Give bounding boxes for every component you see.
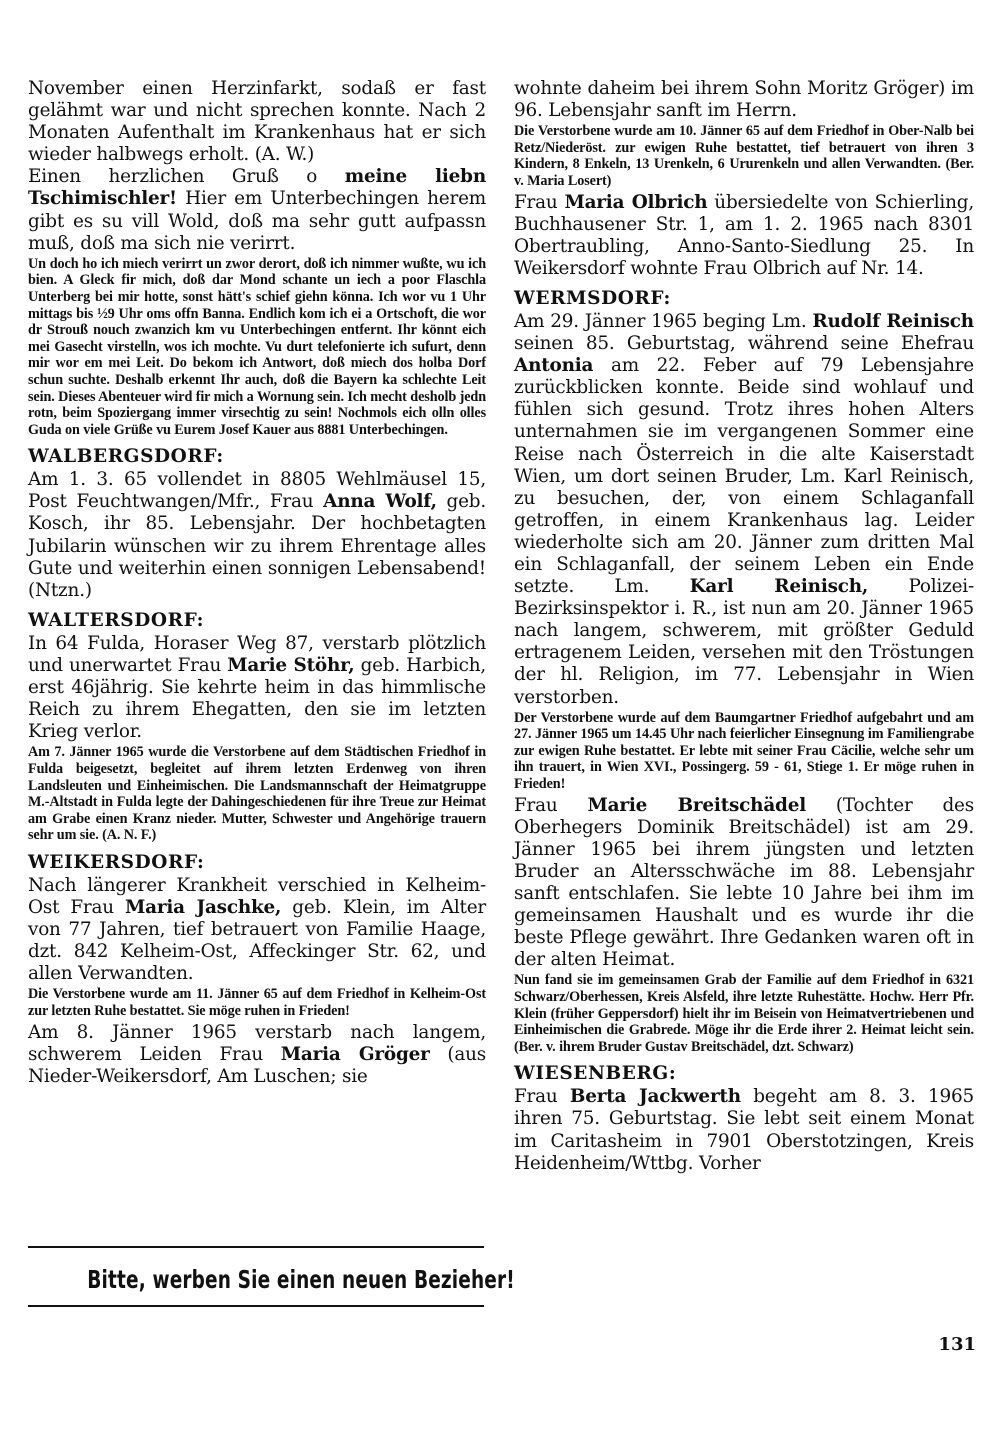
heading-weikersdorf: WEIKERSDORF: — [28, 851, 205, 873]
paragraph-maria-olbrich: Frau Maria Olbrich übersiedelte von Schierling, Buchhausener Str. 1, am 1. 2. 1965 nach 8301 Obertraubling, Anno-Santo-Siedlung 25. In Weikersdorf wohnte Frau Olbrich auf Nr. 14. — [514, 191, 974, 279]
paragraph-schwarz-burial: Nun fand sie im gemeinsamen Grab der Familie auf dem Friedhof in 6321 Schwarz/Oberhessen, Kreis Alsfeld, ihre letzte Ruhestätte. Hochw. Herr Pfr. Klein (früher Geppersdorf) hielt ihr im Beisein von Heimatvertriebenen und Einheimischen die Grabrede. Möge ihr die Erde ihrer 2. Heimat leicht sein. (Ber. v. ihrem Bruder Gustav Breitschädel, dzt. Schwarz) — [514, 972, 974, 1055]
heading-walbergsdorf: WALBERGSDORF: — [28, 446, 224, 468]
paragraph-ober-nalb-burial: Die Verstorbene wurde am 10. Jänner 65 auf dem Friedhof in Ober-Nalb bei Retz/Niederöst. zur ewigen Ruhe bestattet, tief betrauert von ihren 3 Kindern, 8 Enkeln, 13 Urenkeln, 6 Ururenkeln und allen Verwandten. (Ber. v. Maria Losert) — [514, 123, 974, 189]
heading-wiesenberg: WIESENBERG: — [514, 1063, 677, 1085]
paragraph-fulda-burial: Am 7. Jänner 1965 wurde die Verstorbene auf dem Städtischen Friedhof in Fulda beigesetzt, begleitet auf ihrem letzten Erdenweg von ihren Landsleuten und Einheimischen. Die Landsmannschaft der Heimatgruppe M.-Altstadt in Fulda legte der Dahingeschiedenen für ihre Treue zur Heimat am Grabe einen Kranz nieder. Mutter, Schwester und Angehörige trauern sehr um sie. (A. N. F.) — [28, 744, 486, 844]
page-number: 131 — [938, 1334, 976, 1355]
paragraph-herzinfarkt: November einen Herzinfarkt, sodaß er fast gelähmt war und nicht sprechen konnte. Nach 2 Monaten Aufenthalt im Krankenhaus hat er sich wieder halbwegs erholt. (A. W.) — [28, 78, 486, 166]
slogan-rule-top — [28, 1246, 484, 1248]
paragraph-baumgartner-burial: Der Verstorbene wurde auf dem Baumgartner Friedhof aufgebahrt und am 27. Jänner 1965 um 14.45 Uhr nach feierlicher Einsegnung im Familiengrabe zur ewigen Ruhe bestattet. Er lebte mit seiner Frau Cäcilie, welche sehr um ihn trauert, in Wien XVI., Possingerg. 59 - 61, Stiege 1. Er möge ruhen in Frieden! — [514, 709, 974, 792]
left-column — [28, 78, 486, 1088]
paragraph-anna-wolf: Am 1. 3. 65 vollendet in 8805 Wehlmäusel 15, Post Feuchtwangen/Mfr., Frau Anna Wolf, geb. Kosch, ihr 85. Lebensjahr. Der hochbetagten Jubilarin wünschen wir zu ihrem Ehrentage alles Gute und weiterhin einen sonnigen Lebensabend! (Ntzn.) — [28, 469, 486, 601]
paragraph-maria-groeger: Am 8. Jänner 1965 verstarb nach langem, schwerem Leiden Frau Maria Gröger (aus Nieder-Weikersdorf, Am Luschen; sie — [28, 1021, 486, 1087]
paragraph-gruss: Einen herzlichen Gruß o meine liebn Tschimischler! Hier em Unterbechingen herem gibt es su vill Wold, doß ma sehr gutt aufpassn muß, doß ma sich nie verirrt. — [28, 166, 486, 254]
heading-waltersdorf: WALTERSDORF: — [28, 609, 205, 631]
slogan-banner: Bitte, werben Sie einen neuen Bezieher! — [87, 1265, 515, 1294]
paragraph-maria-jaschke: Nach längerer Krankheit verschied in Kelheim-Ost Frau Maria Jaschke, geb. Klein, im Alter von 77 Jahren, tief betrauert von Familie Haage, dzt. 842 Kelheim-Ost, Affeckinger Str. 62, und allen Verwandten. — [28, 874, 486, 985]
heading-wermsdorf: WERMSDORF: — [514, 287, 671, 309]
paragraph-reinisch: Am 29. Jänner 1965 beging Lm. Rudolf Reinisch seinen 85. Geburtstag, während seine Ehefrau Antonia am 22. Feber auf 79 Lebensjahre zurückblicken konnte. Beide sind wohlauf und fühlen sich gesund. Trotz ihres hohen Alters unternahmen sie im vergangenen Sommer eine Reise nach Österreich in die alte Kaiserstadt Wien, um dort seinen Bruder, Lm. Karl Reinisch, zu besuchen, der, von einem Schlaganfall getroffen, in einem Krankenhaus lag. Leider wiederholte sich am 20. Jänner zum dritten Mal ein Schlaganfall, der seinem Leben ein Ende setzte. Lm. Karl Reinisch, Polizei-Bezirksinspektor i. R., ist nun am 20. Jänner 1965 nach langem, schwerem, mit größter Geduld ertragenem Leiden, versehen mit den Tröstungen der hl. Religion, im 77. Lebensjahr in Wien verstorben. — [514, 310, 974, 708]
paragraph-moritz-groeger: wohnte daheim bei ihrem Sohn Moritz Gröger) im 96. Lebensjahr sanft im Herrn. — [514, 78, 974, 122]
right-column — [514, 78, 974, 1175]
slogan-rule-bottom — [28, 1305, 484, 1307]
paragraph-berta-jackwerth: Frau Berta Jackwerth begeht am 8. 3. 1965 ihren 75. Geburtstag. Sie lebt seit einem Monat im Caritasheim in 7901 Oberstotzingen, Kreis Heidenheim/Wttbg. Vorher — [514, 1086, 974, 1174]
paragraph-kelheim-burial: Die Verstorbene wurde am 11. Jänner 65 auf dem Friedhof in Kelheim-Ost zur letzten Ruhe bestattet. Sie möge ruhen in Frieden! — [28, 986, 486, 1019]
paragraph-dialect-letter: Un doch ho ich miech verirrt un zwor derort, doß ich nimmer wußte, wu ich bien. A Gleck fir mich, doß dar Mond schante un iech a poor Flaschla Unterberg bei mir hotte, sonst hätt's schief giehn könna. Ich wor vu 1 Uhr mittags bis ½9 Uhr oms offn Banna. Endlich kom ich ei a Ortschoft, die wor dr Strouß nouch zwanzich km vu Unterbechingen entfernt. Ihr könnt eich mei Gasecht virstelln, wos ich mochte. Vu durt telefonierte ich sufurt, denn mir wor em mei Leit. Do bekom ich Antwort, doß miech dos holba Dorf schun suchte. Deshalb erkennt Ihr auch, doß die Bayern ka schlechte Leit sein. Dieses Abenteuer wird fir mich a Wornung sein. Ich mecht desholb jedn rotn, beim Spoziergang immer virsechtig zu sein! Nochmols eich olln olles Guda on viele Grüße vu Eurem Josef Kauer aus 8881 Unterbechingen. — [28, 255, 486, 438]
paragraph-marie-stoehr: In 64 Fulda, Horaser Weg 87, verstarb plötzlich und unerwartet Frau Marie Stöhr, geb. Harbich, erst 46jährig. Sie kehrte heim in das himmlische Reich zu ihrem Ehegatten, den sie im letzten Krieg verlor. — [28, 632, 486, 743]
paragraph-marie-breitschaedel: Frau Marie Breitschädel (Tochter des Oberhegers Dominik Breitschädel) ist am 29. Jänner 1965 bei ihrem jüngsten und letzten Bruder an Altersschwäche im 88. Lebensjahr sanft entschlafen. Sie lebte 10 Jahre bei ihm im gemeinsamen Haushalt und es wurde ihr die beste Pflege gewährt. Ihre Gedanken waren oft in der alten Heimat. — [514, 794, 974, 971]
